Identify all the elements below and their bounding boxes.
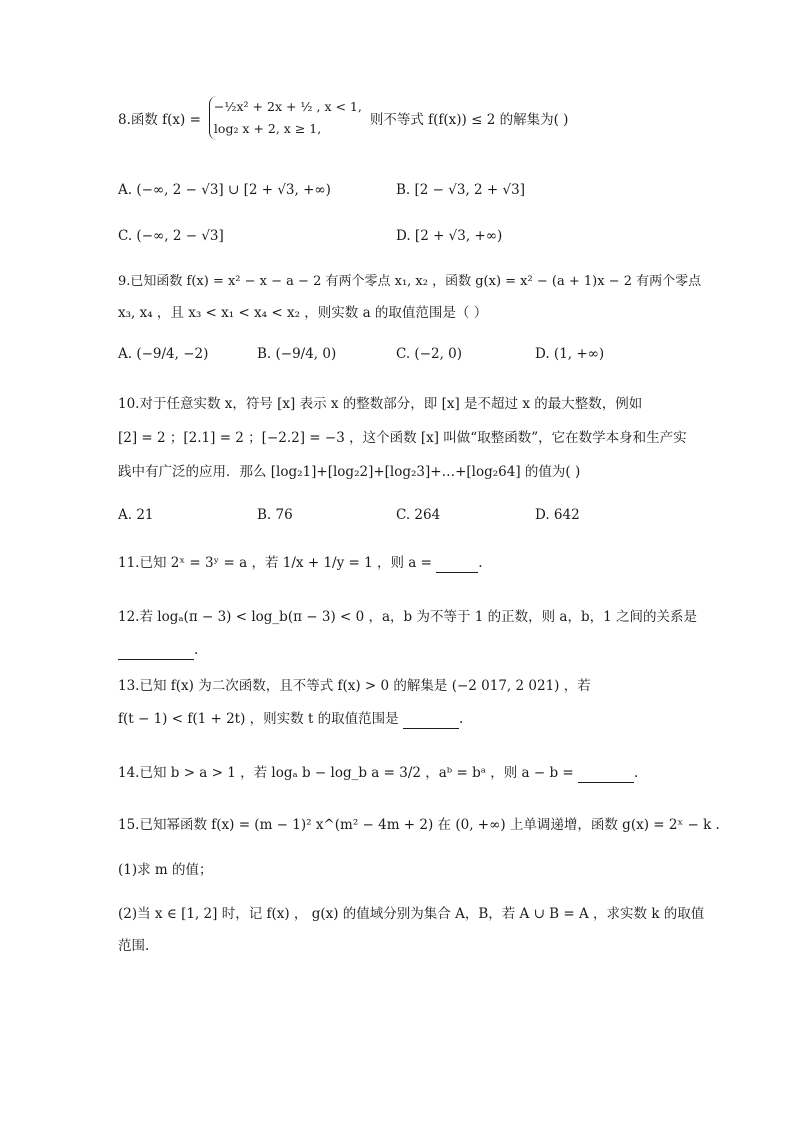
q14-text: 14.已知 b > a > 1 ，若 logₐ b − log_b a = 3/2 ，aᵇ = bᵃ ，则 a − b = (118, 765, 574, 781)
q11-answer-blank[interactable] (436, 558, 478, 573)
q10-option-d[interactable]: D. 642 (535, 507, 580, 523)
q12-answer-blank[interactable] (118, 645, 194, 660)
q11-text: 11.已知 2ˣ = 3ʸ = a ，若 1/x + 1/y = 1 ，则 a = (118, 555, 432, 571)
q9-option-b[interactable]: B. (−9/4, 0) (257, 346, 337, 362)
q15-part-2-line-2: 范围. (118, 938, 150, 954)
q8-option-b[interactable]: B. [2 − √3, 2 + √3] (396, 182, 525, 198)
q12-line-2 (118, 640, 198, 660)
q13-line-1: 13.已知 f(x) 为二次函数，且不等式 f(x) > 0 的解集是 (−2 017, 2 021) ，若 (118, 678, 591, 694)
q8-suffix: 则不等式 f(f(x)) ≤ 2 的解集为( ) (369, 112, 569, 128)
q11-end: . (478, 555, 483, 571)
q8-piecewise (209, 96, 362, 140)
q8-case-1: −½x² + 2x + ½ , x < 1, (213, 99, 362, 114)
q10-line-3: 践中有广泛的应用．那么 [log₂1]+[log₂2]+[log₂3]+…+[log₂64] 的值为( ) (118, 464, 581, 480)
q10-option-c[interactable]: C. 264 (396, 507, 441, 523)
q8-option-d[interactable]: D. [2 + √3, +∞) (396, 228, 503, 244)
q13-answer-blank[interactable] (403, 714, 459, 729)
q10-option-b[interactable]: B. 76 (257, 507, 293, 523)
q14-end: . (634, 765, 639, 781)
q12-end: . (194, 642, 199, 658)
q13-text: f(t − 1) < f(1 + 2t) ，则实数 t 的取值范围是 (118, 711, 399, 727)
q8-case-2: log₂ x + 2, x ≥ 1, (213, 121, 322, 136)
q9-option-d[interactable]: D. (1, +∞) (535, 346, 605, 362)
q15-line-1: 15.已知幂函数 f(x) = (m − 1)² x^(m² − 4m + 2) 在 (0, +∞) 上单调递增，函数 g(x) = 2ˣ − k . (118, 817, 720, 833)
q15-part-1: (1)求 m 的值； (118, 862, 213, 878)
q13-line-2 (118, 709, 463, 729)
q9-line-2: x₃, x₄ ，且 x₃ < x₁ < x₄ < x₂ ，则实数 a 的取值范围是（ ） (118, 305, 488, 321)
q8-option-c[interactable]: C. (−∞, 2 − √3] (118, 228, 224, 244)
q9-line-1: 9.已知函数 f(x) = x² − x − a − 2 有两个零点 x₁, x₂ ，函数 g(x) = x² − (a + 1)x − 2 有两个零点 (118, 274, 702, 289)
q11-line (118, 553, 483, 573)
q9-option-c[interactable]: C. (−2, 0) (396, 346, 463, 362)
q15-part-2-line-1: (2)当 x ∈ [1, 2] 时，记 f(x) ， g(x) 的值域分别为集合 A，B，若 A ∪ B = A ，求实数 k 的取值 (118, 906, 705, 922)
q10-line-1: 10.对于任意实数 x，符号 [x] 表示 x 的整数部分，即 [x] 是不超过 x 的最大整数，例如 (118, 396, 643, 412)
q8-option-a[interactable]: A. (−∞, 2 − √3] ∪ [2 + √3, +∞) (118, 182, 331, 198)
q10-option-a[interactable]: A. 21 (118, 507, 154, 523)
q8-prefix: 8.函数 f(x) = (118, 112, 201, 128)
q9-option-a[interactable]: A. (−9/4, −2) (118, 346, 209, 362)
q10-line-2: [2] = 2 ；[2.1] = 2 ；[−2.2] = −3 ，这个函数 [x] 叫做“取整函数”，它在数学本身和生产实 (118, 430, 687, 446)
question-8-stem (118, 96, 568, 156)
q14-line (118, 763, 638, 783)
q14-answer-blank[interactable] (578, 768, 634, 783)
q12-line-1: 12.若 logₐ(π − 3) < log_b(π − 3) < 0 ，a，b 为不等于 1 的正数，则 a，b，1 之间的关系是 (118, 609, 697, 625)
q13-end: . (458, 711, 464, 727)
